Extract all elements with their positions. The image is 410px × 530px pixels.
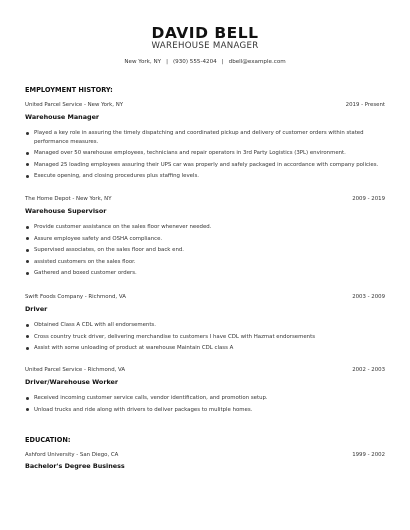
job-dates: 2003 - 2009 bbox=[352, 294, 385, 300]
contact-phone: (930) 555-4204 bbox=[172, 59, 217, 65]
candidate-title: WAREHOUSE MANAGER bbox=[151, 41, 259, 51]
job-title: Driver/Warehouse Worker bbox=[25, 378, 119, 386]
job-company-line bbox=[25, 102, 385, 108]
job-dates: 2019 - Present bbox=[345, 102, 385, 108]
job-title: Driver bbox=[25, 305, 48, 313]
list-item: Managed over 50 warehouse employees, technicians and repair operators in 3rd Party Logistics (3PL) environment. bbox=[25, 149, 385, 158]
education-school: Ashford University - San Diego, CA bbox=[25, 452, 119, 458]
job-title: Warehouse Supervisor bbox=[25, 207, 107, 215]
list-item: Managed 25 loading employees assuring their UPS car was properly and safely packaged in accordance with company policies. bbox=[25, 161, 385, 170]
list-item: Obtained Class A CDL with all endorsements. bbox=[25, 321, 385, 330]
education-dates: 1999 - 2002 bbox=[352, 452, 385, 458]
job-bullets bbox=[25, 223, 385, 278]
job-company: United Parcel Service - New York, NY bbox=[25, 102, 124, 108]
list-item: Unload trucks and ride along with drivers to deliver packages to mulitple homes. bbox=[25, 406, 385, 415]
job-company-line bbox=[25, 196, 385, 202]
list-item: Provide customer assistance on the sales floor whenever needed. bbox=[25, 223, 385, 232]
employment-heading: EMPLOYMENT HISTORY: bbox=[25, 86, 113, 94]
contact-email[interactable]: dbell@example.com bbox=[228, 59, 286, 65]
job-company: Swift Foods Company - Richmond, VA bbox=[25, 294, 126, 300]
contact-line bbox=[0, 59, 410, 65]
contact-location: New York, NY bbox=[124, 59, 162, 65]
list-item: Received incoming customer service calls, vendor identification, and promotion setup. bbox=[25, 394, 385, 403]
education-school-line bbox=[25, 452, 385, 458]
list-item: Cross country truck driver, delivering merchandise to customers I have CDL with Hazmat endorsements bbox=[25, 333, 385, 342]
job-dates: 2009 - 2019 bbox=[352, 196, 385, 202]
job-bullets bbox=[25, 394, 385, 414]
job-company-line bbox=[25, 294, 385, 300]
list-item: Assure employee safety and OSHA compliance. bbox=[25, 235, 385, 244]
list-item: Assist with some unloading of product at warehouse Maintain CDL class A bbox=[25, 344, 385, 353]
list-item: Played a key role in assuring the timely dispatching and coordinated pickup and delivery of customer orders within stated performance measures. bbox=[25, 129, 385, 146]
candidate-name: DAVID BELL bbox=[151, 24, 259, 42]
job-dates: 2002 - 2003 bbox=[352, 367, 385, 373]
job-company-line bbox=[25, 367, 385, 373]
contact-separator: | bbox=[221, 59, 224, 65]
job-bullets bbox=[25, 129, 385, 181]
list-item: Execute opening, and closing procedures plus staffing levels. bbox=[25, 172, 385, 181]
job-title: Warehouse Manager bbox=[25, 113, 100, 121]
education-degree: Bachelor's Degree Business bbox=[25, 462, 125, 470]
job-company: United Parcel Service - Richmond, VA bbox=[25, 367, 126, 373]
list-item: Supervised associates, on the sales floor and back end. bbox=[25, 246, 385, 255]
job-bullets bbox=[25, 321, 385, 353]
contact-separator: | bbox=[166, 59, 168, 65]
list-item: assisted customers on the sales floor. bbox=[25, 258, 385, 267]
list-item: Gathered and boxed customer orders. bbox=[25, 269, 385, 278]
job-company: The Home Depot - New York, NY bbox=[25, 196, 112, 202]
education-heading: EDUCATION: bbox=[25, 436, 71, 444]
